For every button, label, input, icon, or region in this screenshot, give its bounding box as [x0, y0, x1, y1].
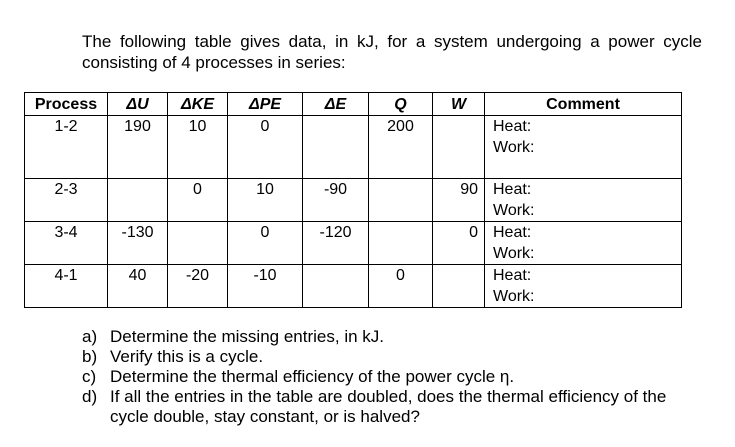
cell-delta-ke: -20	[168, 265, 228, 308]
cell-delta-pe: 10	[228, 179, 303, 222]
question-mark: a)	[82, 327, 98, 346]
question-text: If all the entries in the table are doubled, does the thermal efficiency of the cycle double, stay constant, or is halved?	[110, 387, 667, 426]
comment-work: Work:	[493, 139, 535, 156]
comment-heat: Heat:	[493, 181, 532, 198]
cell-delta-e	[303, 265, 369, 308]
cell-delta-u: 190	[108, 116, 168, 179]
cell-process: 1-2	[25, 116, 108, 179]
comment-work: Work:	[493, 202, 535, 219]
cell-comment	[485, 222, 682, 265]
table-header-row	[25, 93, 682, 116]
question-item	[82, 327, 702, 347]
comment-heat: Heat:	[493, 224, 532, 241]
cell-process: 2-3	[25, 179, 108, 222]
header-delta-u: ΔU	[108, 93, 168, 116]
comment-work: Work:	[493, 245, 535, 262]
cell-delta-pe: 0	[228, 222, 303, 265]
header-delta-pe: ΔPE	[228, 93, 303, 116]
cell-process: 4-1	[25, 265, 108, 308]
cell-delta-ke	[168, 222, 228, 265]
question-mark: d)	[82, 387, 98, 406]
cell-comment	[485, 179, 682, 222]
problem-intro: The following table gives data, in kJ, for a system undergoing a power cycle consisting of 4 processes in series:	[82, 32, 702, 72]
question-mark: b)	[82, 347, 98, 366]
comment-work: Work:	[493, 288, 535, 305]
cell-delta-ke: 0	[168, 179, 228, 222]
question-item	[82, 367, 702, 387]
comment-heat: Heat:	[493, 267, 532, 284]
question-item	[82, 387, 702, 427]
header-process: Process	[25, 93, 108, 116]
header-q: Q	[369, 93, 433, 116]
cell-q	[369, 222, 433, 265]
cell-delta-u: 40	[108, 265, 168, 308]
table-row	[25, 265, 682, 308]
table-row	[25, 116, 682, 179]
cell-delta-e: -90	[303, 179, 369, 222]
question-text: Determine the thermal efficiency of the power cycle η.	[110, 367, 515, 386]
header-delta-ke: ΔKE	[168, 93, 228, 116]
cell-w	[433, 265, 485, 308]
cell-delta-u: -130	[108, 222, 168, 265]
cell-delta-e: -120	[303, 222, 369, 265]
question-item	[82, 347, 702, 367]
cell-comment	[485, 265, 682, 308]
cell-delta-e	[303, 116, 369, 179]
question-text: Verify this is a cycle.	[110, 347, 264, 366]
question-list	[82, 327, 702, 427]
table-row	[25, 179, 682, 222]
question-text: Determine the missing entries, in kJ.	[110, 327, 384, 346]
header-comment: Comment	[485, 93, 682, 116]
cell-delta-u	[108, 179, 168, 222]
cell-process: 3-4	[25, 222, 108, 265]
header-delta-e: ΔE	[303, 93, 369, 116]
table-row	[25, 222, 682, 265]
cell-q: 0	[369, 265, 433, 308]
cell-w: 90	[433, 179, 485, 222]
cell-delta-pe: -10	[228, 265, 303, 308]
cell-w: 0	[433, 222, 485, 265]
comment-heat: Heat:	[493, 118, 532, 135]
cell-delta-ke: 10	[168, 116, 228, 179]
question-mark: c)	[82, 367, 97, 386]
cell-q: 200	[369, 116, 433, 179]
cell-delta-pe: 0	[228, 116, 303, 179]
cell-comment	[485, 116, 682, 179]
process-data-table	[24, 92, 682, 308]
cell-q	[369, 179, 433, 222]
header-w: W	[433, 93, 485, 116]
cell-w	[433, 116, 485, 179]
